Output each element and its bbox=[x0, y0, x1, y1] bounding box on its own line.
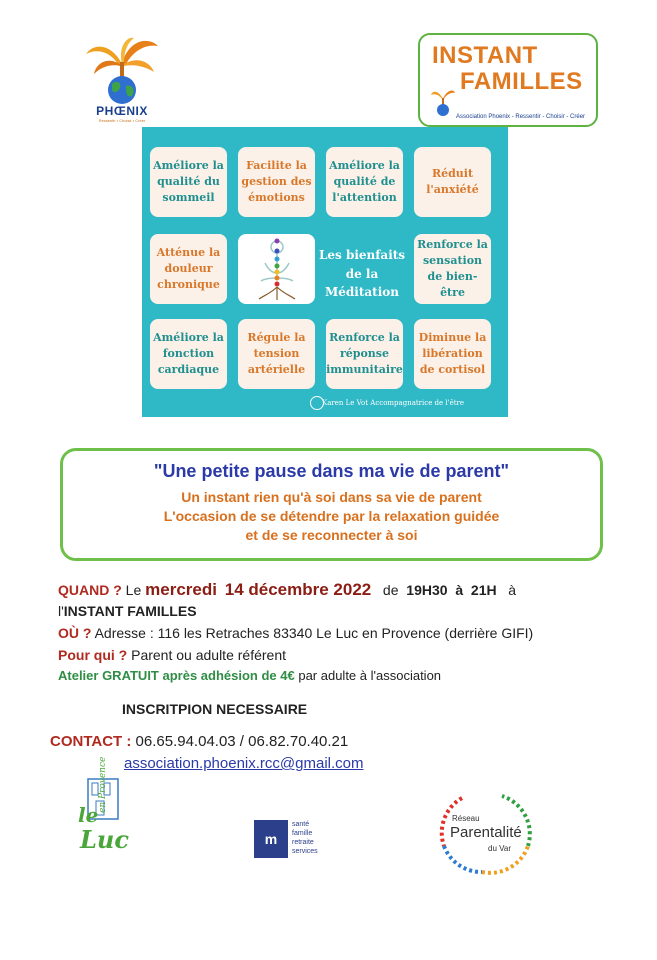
when-a: à bbox=[455, 582, 464, 598]
instant-familles-title-line1: INSTANT bbox=[432, 42, 538, 69]
phoenix-small-icon bbox=[430, 87, 456, 121]
reseau-line1: Réseau bbox=[452, 814, 480, 823]
when-de: de bbox=[382, 582, 399, 598]
benefit-card-pain: Atténue la douleur chronique bbox=[150, 234, 227, 304]
meditating-person-icon bbox=[247, 237, 307, 301]
benefit-card-cardiac: Améliore la fonction cardiaque bbox=[150, 319, 227, 389]
msa-square-icon: m bbox=[254, 820, 288, 858]
meditation-signature: Karen Le Vot Accompagnatrice de l'être bbox=[322, 399, 465, 407]
for-whom-line bbox=[58, 647, 286, 663]
benefit-card-sleep: Améliore la qualité du sommeil bbox=[150, 147, 227, 217]
meditation-figure-card bbox=[238, 234, 315, 304]
contact-phones: 06.65.94.04.03 / 06.82.70.40.21 bbox=[135, 733, 349, 750]
quote-line-1: Un instant rien qu'à soi dans sa vie de parent bbox=[181, 489, 482, 505]
contact-line bbox=[50, 733, 348, 750]
place-prefix: l' bbox=[58, 603, 64, 619]
when-date: 14 décembre 2022 bbox=[224, 580, 372, 599]
phoenix-wordmark: PHŒNIX bbox=[96, 104, 148, 118]
place-name: INSTANT FAMILLES bbox=[63, 603, 197, 619]
benefit-card-emotions: Facilite la gestion des émotions bbox=[238, 147, 315, 217]
registration-required: INSCRITPION NECESSAIRE bbox=[122, 701, 308, 717]
quote-line-2: L'occasion de se détendre par la relaxation guidée bbox=[163, 508, 500, 524]
when-day: mercredi bbox=[145, 580, 217, 599]
when-le: Le bbox=[125, 582, 142, 598]
when-label: QUAND ? bbox=[58, 582, 122, 598]
msa-text-line4: services bbox=[292, 848, 318, 855]
le-luc-luc: Luc bbox=[80, 825, 129, 854]
quote-box bbox=[60, 448, 603, 561]
when-start: 19H30 bbox=[406, 582, 448, 598]
quote-title: "Une petite pause dans ma vie de parent" bbox=[153, 461, 510, 481]
quote-line-3: et de se reconnecter à soi bbox=[245, 527, 418, 543]
atelier-line bbox=[58, 668, 441, 683]
phoenix-palm-globe-icon bbox=[82, 34, 162, 106]
atelier-rest: par adulte à l'association bbox=[298, 668, 442, 683]
instant-familles-title-line2: FAMILLES bbox=[460, 68, 583, 95]
instant-familles-logo bbox=[418, 33, 598, 127]
contact-email-line bbox=[124, 755, 364, 772]
le-luc-en-provence: en Provence bbox=[98, 756, 108, 813]
instant-familles-subtitle: Association Phoenix - Ressentir - Choisir - Créer bbox=[456, 114, 586, 120]
msa-text-line1: santé bbox=[292, 821, 310, 828]
reseau-parentalite-logo bbox=[432, 786, 542, 876]
phoenix-tagline: Ressentir • Choisir • Créer bbox=[98, 118, 146, 123]
when-line bbox=[58, 580, 516, 600]
contact-label: CONTACT : bbox=[50, 733, 132, 750]
where-line bbox=[58, 625, 533, 641]
where-label: OÙ ? bbox=[58, 625, 92, 641]
msa-text bbox=[292, 820, 318, 856]
atelier-free: Atelier GRATUIT après adhésion de 4€ bbox=[58, 668, 295, 683]
for-whom-value: Parent ou adulte référent bbox=[131, 647, 286, 663]
meditation-center-title: Les bienfaits de la Méditation bbox=[318, 248, 406, 300]
meditation-benefits-panel bbox=[142, 127, 508, 417]
msa-text-line2: famille bbox=[292, 830, 313, 837]
msa-logo bbox=[254, 820, 336, 860]
msa-text-line3: retraite bbox=[292, 839, 314, 846]
for-whom-label: Pour qui ? bbox=[58, 647, 128, 663]
place-line bbox=[58, 603, 197, 619]
reseau-line2: Parentalité bbox=[450, 824, 522, 841]
benefit-card-attention: Améliore la qualité de l'attention bbox=[326, 147, 403, 217]
benefit-card-wellbeing: Renforce la sensation de bien-être bbox=[414, 234, 491, 304]
le-luc-logo bbox=[78, 756, 144, 873]
contact-email-link[interactable]: association.phoenix.rcc@gmail.com bbox=[124, 755, 364, 772]
phoenix-logo bbox=[82, 34, 162, 126]
benefit-card-immune: Renforce la réponse immunitaire bbox=[326, 319, 403, 389]
reseau-line3: du Var bbox=[488, 844, 511, 853]
where-address: Adresse : 116 les Retraches 83340 Le Luc en Provence (derrière GIFI) bbox=[94, 625, 534, 641]
when-a2: à bbox=[508, 582, 517, 598]
when-end: 21H bbox=[470, 582, 497, 598]
le-luc-le: le bbox=[78, 803, 99, 827]
benefit-card-anxiety: Réduit l'anxiété bbox=[414, 147, 491, 217]
benefit-card-cortisol: Diminue la libération de cortisol bbox=[414, 319, 491, 389]
benefit-card-tension: Régule la tension artérielle bbox=[238, 319, 315, 389]
